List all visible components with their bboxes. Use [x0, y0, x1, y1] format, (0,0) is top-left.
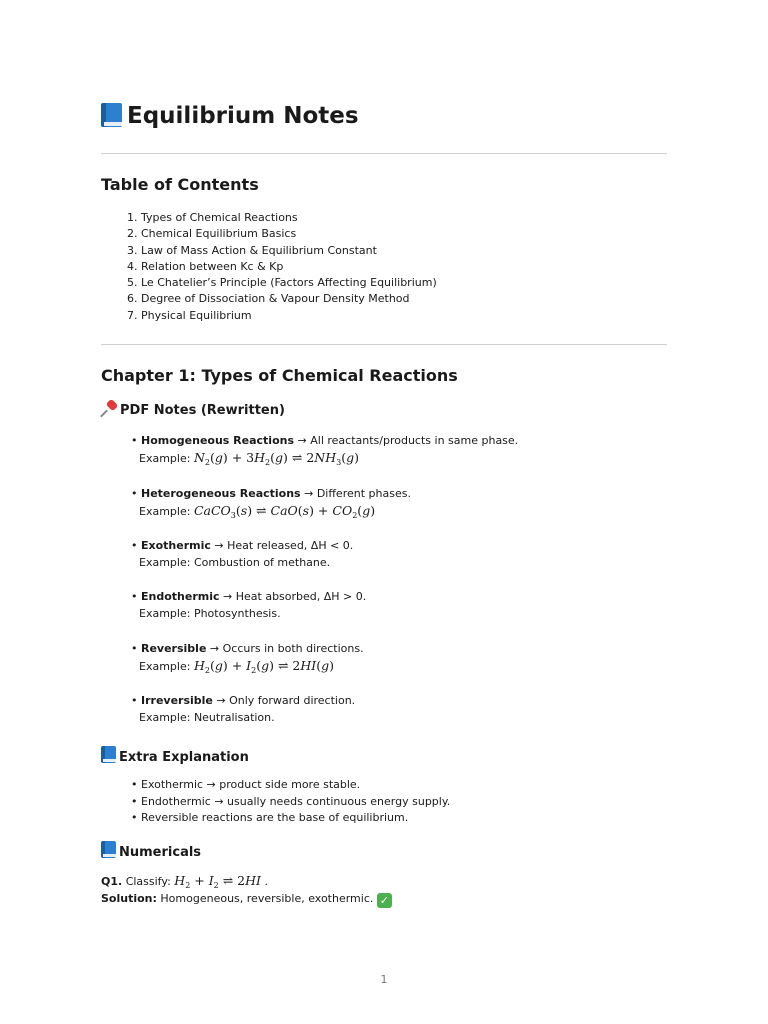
note-description: All reactants/products in same phase.	[310, 434, 519, 447]
solution-label: Solution:	[101, 892, 157, 905]
blue-book-icon	[101, 745, 117, 764]
solution-text: Homogeneous, reversible, exothermic.	[160, 892, 374, 905]
note-term: Exothermic	[141, 539, 211, 552]
toc-item[interactable]: 3. Law of Mass Action & Equilibrium Constant	[127, 243, 377, 257]
example-label: Example:	[139, 555, 191, 569]
numericals-heading-text: Numericals	[119, 845, 202, 860]
extra-explanation-heading-text: Extra Explanation	[119, 750, 249, 765]
note-item: • Homogeneous Reactions → All reactants/products in same phase. Example: $N_2(g) + 3H_2(g)$ ⇌ $2NH_3(g)$	[131, 434, 519, 467]
note-term: Irreversible	[141, 694, 213, 707]
note-description: Heat absorbed, ΔH > 0.	[235, 590, 367, 603]
example-label: Example:	[139, 451, 191, 465]
example-text: Neutralisation.	[193, 710, 275, 724]
toc-item[interactable]: 4. Relation between Kc & Kp	[127, 259, 284, 273]
example-text: Photosynthesis.	[193, 606, 281, 620]
divider	[101, 344, 667, 345]
note-description: Heat released, ΔH < 0.	[227, 539, 354, 552]
toc-heading: Table of Contents	[101, 175, 259, 194]
page-title	[101, 102, 359, 129]
pdf-notes-heading-text: PDF Notes (Rewritten)	[120, 403, 285, 418]
toc-item[interactable]: 5. Le Chatelier’s Principle (Factors Affecting Equilibrium)	[127, 276, 437, 290]
question-label: Q1.	[101, 875, 123, 888]
example-equation: CaCO$_3$(s) ⇌ $CaO(s) + CO_2(g)$	[193, 502, 376, 520]
list-item: Reversible reactions are the base of equilibrium.	[141, 811, 409, 824]
pushpin-icon	[101, 401, 119, 417]
list-item: Endothermic → usually needs continuous energy supply.	[141, 794, 451, 808]
note-description: Only forward direction.	[229, 694, 356, 707]
table-of-contents	[127, 210, 437, 324]
question-text: Classify:	[125, 875, 171, 888]
page-title-text: Equilibrium Notes	[127, 103, 359, 129]
note-item: • Reversible → Occurs in both directions. Example: $H_2(g) + I_2(g)$ ⇌ 2HI(g)	[131, 642, 364, 675]
pdf-notes-heading	[101, 401, 285, 418]
blue-book-icon	[101, 840, 117, 859]
toc-item[interactable]: 6. Degree of Dissociation & Vapour Density Method	[127, 292, 410, 306]
check-mark-button-icon: ✓	[377, 893, 392, 908]
example-label: Example:	[139, 659, 191, 673]
numerical-question	[101, 872, 392, 908]
note-term: Homogeneous Reactions	[141, 434, 295, 447]
divider	[101, 153, 667, 154]
toc-item[interactable]: 1. Types of Chemical Reactions	[127, 211, 298, 224]
note-item: • Exothermic → Heat released, ΔH < 0. Example: Combustion of methane.	[131, 539, 354, 569]
example-label: Example:	[139, 504, 191, 518]
note-term: Heterogeneous Reactions	[141, 487, 301, 500]
page-number: 1	[380, 973, 388, 986]
note-item: • Endothermic → Heat absorbed, ΔH > 0. Example: Photosynthesis.	[131, 590, 367, 620]
toc-item[interactable]: 7. Physical Equilibrium	[127, 308, 252, 322]
example-text: Combustion of methane.	[193, 555, 331, 569]
example-label: Example:	[139, 606, 191, 620]
note-term: Reversible	[141, 642, 207, 655]
note-term: Endothermic	[141, 590, 220, 603]
note-description: Different phases.	[316, 487, 411, 500]
example-equation: $H_2(g) + I_2(g)$ ⇌ 2HI(g)	[193, 657, 334, 675]
note-item: • Heterogeneous Reactions → Different phases. Example: CaCO$_3$(s) ⇌ $CaO(s) + CO_2(g)$	[131, 487, 411, 520]
blue-book-icon	[101, 102, 123, 128]
note-description: Occurs in both directions.	[222, 642, 364, 655]
extra-explanation-list: • Exothermic → product side more stable. • Endothermic → usually needs continuous energy supply. • Reversible reactions are the base of equilibrium.	[131, 778, 451, 824]
example-equation: $N_2(g) + 3H_2(g)$ ⇌ $2NH_3(g)$	[193, 449, 360, 467]
extra-explanation-heading	[101, 745, 249, 765]
question-equation: $H_2 + I_2$ ⇌ 2HI	[174, 873, 261, 890]
toc-item[interactable]: 2. Chemical Equilibrium Basics	[127, 227, 297, 241]
note-item: • Irreversible → Only forward direction. Example: Neutralisation.	[131, 694, 356, 724]
numericals-heading	[101, 840, 201, 860]
chapter-heading: Chapter 1: Types of Chemical Reactions	[101, 366, 458, 385]
list-item: Exothermic → product side more stable.	[141, 778, 361, 791]
question-end: .	[264, 875, 268, 888]
example-label: Example:	[139, 710, 191, 724]
